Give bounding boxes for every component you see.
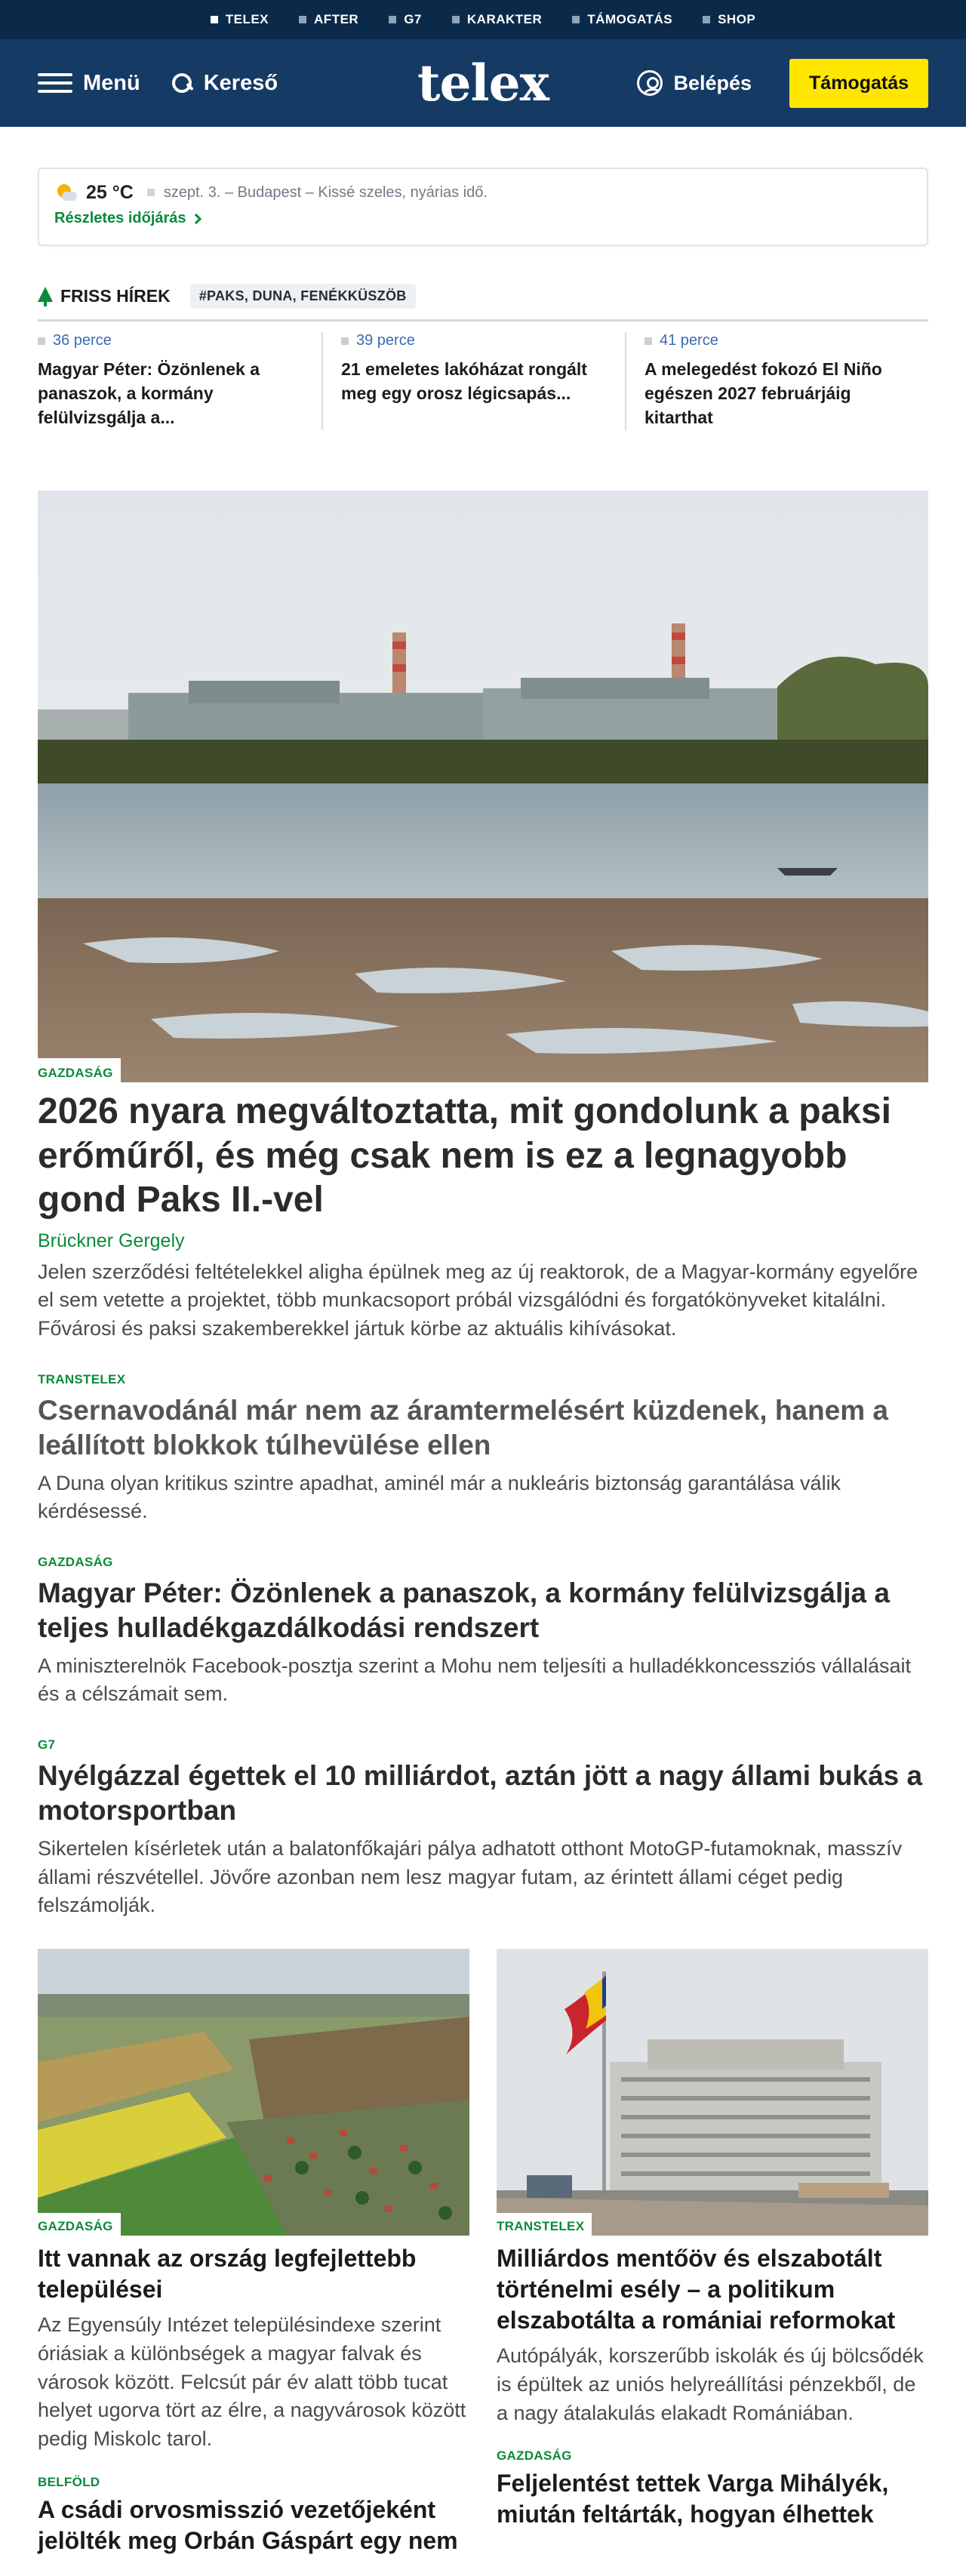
partly-sunny-icon	[54, 181, 77, 204]
network-link-after[interactable]: AFTER	[299, 12, 358, 27]
network-link-karakter[interactable]: KARAKTER	[452, 12, 542, 27]
grid-column-right	[497, 1949, 928, 2556]
fresh-news	[38, 284, 928, 430]
grid-article-title[interactable]: Milliárdos mentőöv és elszabotált történelmi esély – a politikum elszabotálta a romániai reformokat	[497, 2245, 896, 2334]
story-item	[38, 1555, 928, 1709]
category-label[interactable]: GAZDASÁG	[38, 1555, 113, 1570]
search-icon	[171, 72, 193, 94]
story-description: A miniszterelnök Facebook-posztja szerint a Mohu nem teljesíti a hulladékkoncessziós vállalásait és a célszámait sem.	[38, 1654, 912, 1706]
grid-column-left	[38, 1949, 469, 2556]
story-title[interactable]: Nyélgázzal égettek el 10 milliárdot, aztán jött a nagy állami bukás a motorsportban	[38, 1760, 923, 1827]
search-label: Kereső	[203, 70, 278, 95]
network-link-g7[interactable]: G7	[389, 12, 422, 27]
square-icon	[572, 16, 580, 23]
news-title: A melegedést fokozó El Niño egészen 2027 februárjáig kitarthat	[645, 359, 882, 428]
support-button[interactable]: Támogatás	[789, 59, 928, 108]
login-button[interactable]	[637, 70, 752, 96]
site-logo[interactable]: telex	[417, 54, 549, 112]
apartment-block-flag-photo	[497, 1949, 928, 2236]
chevron-right-icon	[190, 213, 201, 223]
weather-description: szept. 3. – Budapest – Kissé szeles, nyárias idő.	[163, 183, 488, 201]
separator-square	[147, 189, 155, 196]
login-label: Belépés	[673, 71, 752, 94]
article-author[interactable]: Brückner Gergely	[38, 1230, 185, 1251]
story-title[interactable]: Csernavodánál már nem az áramtermelésért küzdenek, hanem a leállított blokkok túlhevülése ellen	[38, 1395, 888, 1461]
square-icon	[452, 16, 460, 23]
story-description: Sikertelen kísérletek után a balatonfőkajári pálya adhatott otthont MotoGP-futamoknak, masszív állami részvétellel. Jövőre azonban nem lesz magyar futam, az érintett állami céget pedig felszámolják.	[38, 1836, 903, 1917]
grid-article-description: Autópályák, korszerűbb iskolák és új bölcsődék is épültek az uniós helyreállítási pénzekből, de a nagy átalakulás elakadt Romániában.	[497, 2344, 924, 2424]
user-icon	[637, 70, 663, 96]
aerial-village-photo	[38, 1949, 469, 2236]
grid-sub-article	[497, 2448, 928, 2530]
category-label[interactable]: TRANSTELEX	[497, 2213, 592, 2236]
square-icon	[389, 16, 396, 23]
story-item	[38, 1737, 928, 1920]
story-title[interactable]: Magyar Péter: Özönlenek a panaszok, a kormány felülvizsgálja a teljes hulladékgazdálkodási rendszert	[38, 1577, 890, 1644]
topic-tag[interactable]: #PAKS, DUNA, FENÉKKÜSZÖB	[190, 284, 416, 309]
category-label[interactable]: GAZDASÁG	[38, 2213, 121, 2236]
fresh-news-item[interactable]	[38, 332, 323, 430]
grid-article-title[interactable]: Itt vannak az ország legfejlettebb települései	[38, 2245, 417, 2304]
article-image[interactable]	[38, 1949, 469, 2236]
weather-details-link[interactable]: Részletes időjárás	[54, 210, 912, 227]
grid-article-title[interactable]: A csádi orvosmisszió vezetőjeként jelölték meg Orbán Gáspárt egy nem	[38, 2496, 458, 2554]
tree-icon	[38, 287, 53, 306]
network-bar	[0, 0, 966, 39]
menu-label: Menü	[83, 70, 140, 95]
network-link-telex[interactable]: TELEX	[211, 12, 269, 27]
menu-button[interactable]	[38, 71, 140, 96]
search-button[interactable]	[171, 71, 278, 96]
weather-widget	[38, 168, 928, 246]
power-plant-river-photo	[38, 491, 928, 1082]
news-title: 21 emeletes lakóházat rongált meg egy orosz légicsapás...	[341, 359, 587, 404]
grid-article-title[interactable]: Feljelentést tettek Varga Mihályék, miután feltárták, hogyan élhettek	[497, 2470, 889, 2528]
article-image[interactable]	[497, 1949, 928, 2236]
square-icon	[211, 16, 218, 23]
story-description: A Duna olyan kritikus szintre apadhat, aminél már a nukleáris biztonság garantálása válik kérdésessé.	[38, 1471, 841, 1523]
temperature: 25 °C	[86, 181, 134, 203]
fresh-news-item[interactable]	[645, 332, 928, 430]
news-time: 36 perce	[38, 332, 303, 349]
category-label[interactable]: G7	[38, 1737, 56, 1753]
network-link-shop[interactable]: SHOP	[703, 12, 755, 27]
grid-article-description: Az Egyensúly Intézet településindexe szerint óriásiak a különbségek a magyar falvak és városok között. Felcsút pár év alatt több tucat helyet ugorva tört az élre, a nagyvárosok között pedig Miskolc tarol.	[38, 2313, 466, 2451]
category-label[interactable]: GAZDASÁG	[497, 2448, 572, 2464]
news-title: Magyar Péter: Özönlenek a panaszok, a kormány felülvizsgálja a...	[38, 359, 260, 428]
category-label[interactable]: BELFÖLD	[38, 2475, 100, 2489]
site-header	[0, 39, 966, 127]
fresh-news-title[interactable]: FRISS HÍREK	[38, 286, 171, 306]
news-time: 41 perce	[645, 332, 910, 349]
network-link-tamogatas[interactable]: TÁMOGATÁS	[572, 12, 672, 27]
main-article-title[interactable]: 2026 nyara megváltoztatta, mit gondolunk a paksi erőműről, és még csak nem is ez a legnagyobb gond Paks II.-vel	[38, 1091, 891, 1220]
story-item	[38, 1372, 928, 1526]
grid-sub-article	[38, 2475, 469, 2556]
article-grid	[38, 1949, 928, 2556]
hero-image[interactable]	[38, 491, 928, 1082]
square-icon	[703, 16, 710, 23]
category-label[interactable]: TRANSTELEX	[38, 1372, 126, 1387]
category-label[interactable]: GAZDASÁG	[38, 1058, 121, 1082]
fresh-news-item[interactable]	[341, 332, 626, 430]
hamburger-icon	[38, 73, 72, 93]
news-time: 39 perce	[341, 332, 607, 349]
square-icon	[299, 16, 306, 23]
main-article-lead: Jelen szerződési feltételekkel aligha épülnek meg az új reaktorok, de a Magyar-kormány egyelőre el sem vetette a projektet, több munkacsoport próbál vizsgálódni és forgatókönyveket kitalálni. Fővárosi és paksi szakemberekkel jártuk körbe az aktuális kihívásokat.	[38, 1260, 918, 1340]
